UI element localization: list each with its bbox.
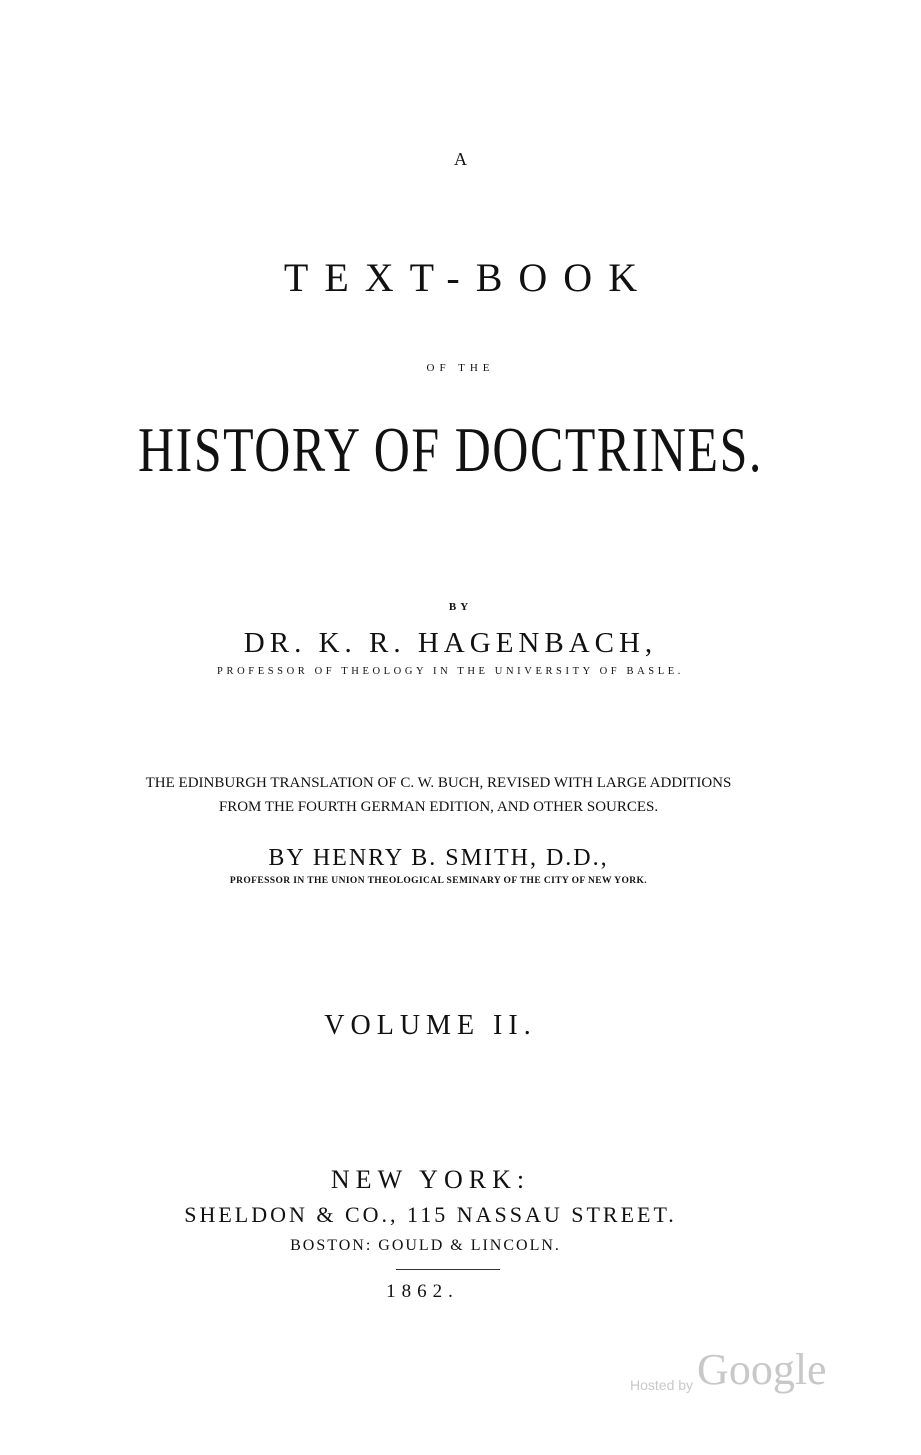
publication-place: NEW YORK: — [330, 1165, 531, 1194]
title-article: A — [454, 149, 467, 169]
book-subject-title: HISTORY OF DOCTRINES. — [138, 414, 763, 485]
editor-name: BY HENRY B. SMITH, D.D., — [268, 845, 609, 871]
publication-year: 1862. — [386, 1281, 459, 1302]
volume-number: VOLUME II. — [324, 1010, 537, 1041]
author-name: DR. K. R. HAGENBACH, — [243, 627, 658, 659]
co-publisher: BOSTON: GOULD & LINCOLN. — [290, 1237, 561, 1254]
publisher: SHELDON & CO., 115 NASSAU STREET. — [184, 1202, 677, 1227]
google-watermark — [630, 1345, 827, 1394]
divider-rule — [396, 1269, 500, 1270]
main-title: TEXT-BOOK — [283, 255, 654, 300]
google-logo: Google — [697, 1345, 827, 1394]
title-connector: OF THE — [426, 362, 495, 374]
translation-note-line-1: THE EDINBURGH TRANSLATION OF C. W. BUCH, REVISED WITH LARGE ADDITIONS — [145, 775, 732, 791]
watermark-hosted-by: Hosted by — [630, 1377, 694, 1393]
translation-note-line-2: FROM THE FOURTH GERMAN EDITION, AND OTHER SOURCES. — [218, 799, 659, 815]
by-line: BY — [448, 601, 473, 613]
author-affiliation: PROFESSOR OF THEOLOGY IN THE UNIVERSITY OF BASLE. — [217, 666, 684, 677]
editor-affiliation: PROFESSOR IN THE UNION THEOLOGICAL SEMINARY OF THE CITY OF NEW YORK. — [229, 876, 648, 886]
